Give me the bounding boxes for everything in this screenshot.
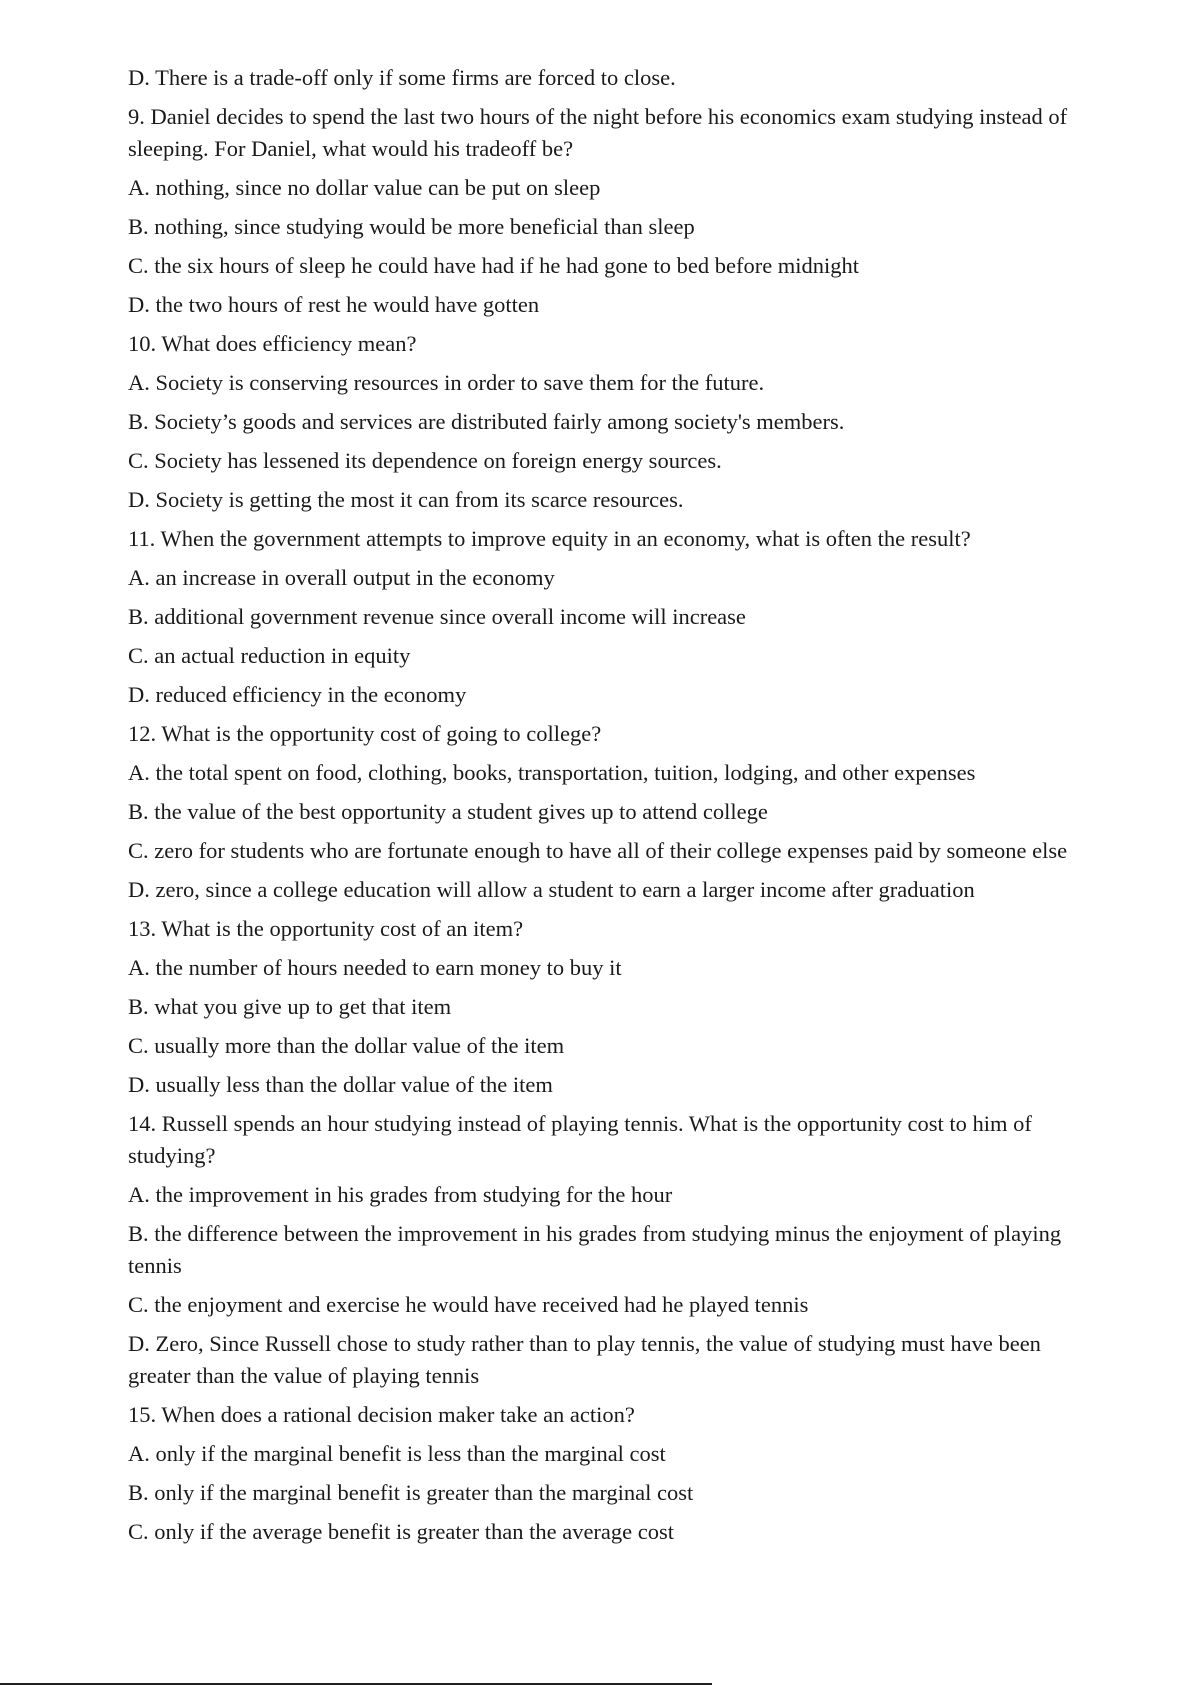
answer-option: B. what you give up to get that item xyxy=(128,994,452,1019)
question-13: 13. What is the opportunity cost of an item? xyxy=(128,916,524,941)
answer-option: B. additional government revenue since overall income will increase xyxy=(128,604,746,629)
answer-option: D. Zero, Since Russell chose to study rather than to play tennis, the value of studying must have been greater than the value of playing tennis xyxy=(128,1331,1041,1388)
answer-option: B. only if the marginal benefit is greater than the marginal cost xyxy=(128,1480,694,1505)
answer-option: A. nothing, since no dollar value can be put on sleep xyxy=(128,175,601,200)
question-10: 10. What does efficiency mean? xyxy=(128,331,417,356)
question-14: 14. Russell spends an hour studying instead of playing tennis. What is the opportunity cost to him of studying? xyxy=(128,1111,1032,1168)
answer-option: A. the total spent on food, clothing, books, transportation, tuition, lodging, and other expenses xyxy=(128,760,976,785)
answer-option: C. Society has lessened its dependence on foreign energy sources. xyxy=(128,448,722,473)
page-content xyxy=(128,62,1108,1555)
answer-option: A. only if the marginal benefit is less than the marginal cost xyxy=(128,1441,666,1466)
question-15: 15. When does a rational decision maker take an action? xyxy=(128,1402,635,1427)
answer-option: A. Society is conserving resources in order to save them for the future. xyxy=(128,370,765,395)
answer-option: C. the six hours of sleep he could have had if he had gone to bed before midnight xyxy=(128,253,860,278)
answer-option: A. an increase in overall output in the economy xyxy=(128,565,555,590)
answer-option: C. usually more than the dollar value of the item xyxy=(128,1033,565,1058)
answer-option: D. reduced efficiency in the economy xyxy=(128,682,467,707)
answer-option: D. usually less than the dollar value of the item xyxy=(128,1072,553,1097)
question-12: 12. What is the opportunity cost of going to college? xyxy=(128,721,602,746)
question-11: 11. When the government attempts to improve equity in an economy, what is often the result? xyxy=(128,526,971,551)
answer-option: C. an actual reduction in equity xyxy=(128,643,411,668)
answer-option: D. the two hours of rest he would have gotten xyxy=(128,292,540,317)
question-9: 9. Daniel decides to spend the last two hours of the night before his economics exam studying instead of sleeping. For Daniel, what would his tradeoff be? xyxy=(128,104,1068,161)
answer-option: A. the improvement in his grades from studying for the hour xyxy=(128,1182,673,1207)
answer-option: C. the enjoyment and exercise he would have received had he played tennis xyxy=(128,1292,809,1317)
answer-option: B. the difference between the improvement in his grades from studying minus the enjoyment of playing tennis xyxy=(128,1221,1062,1278)
answer-option: B. the value of the best opportunity a student gives up to attend college xyxy=(128,799,768,824)
answer-option: A. the number of hours needed to earn money to buy it xyxy=(128,955,622,980)
answer-option: D. Society is getting the most it can from its scarce resources. xyxy=(128,487,684,512)
text-line: D. There is a trade-off only if some firms are forced to close. xyxy=(128,65,676,90)
answer-option: C. zero for students who are fortunate enough to have all of their college expenses paid by someone else xyxy=(128,838,1068,863)
answer-option: D. zero, since a college education will allow a student to earn a larger income after graduation xyxy=(128,877,975,902)
answer-option: B. nothing, since studying would be more beneficial than sleep xyxy=(128,214,695,239)
answer-option: C. only if the average benefit is greater than the average cost xyxy=(128,1519,675,1544)
answer-option: B. Society’s goods and services are distributed fairly among society's members. xyxy=(128,409,845,434)
